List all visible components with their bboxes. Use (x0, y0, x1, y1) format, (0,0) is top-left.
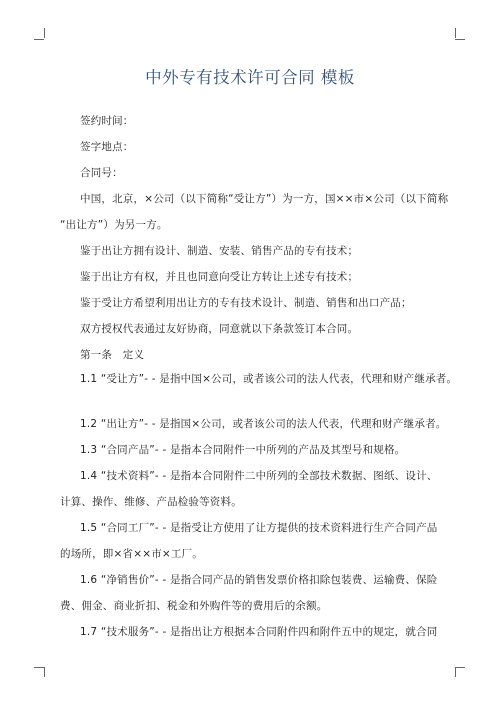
whereas-line-3: 鉴于受让方希望利用出让方的专有技术设计、制造、销售和出口产品； (80, 297, 412, 309)
article-one-heading: 第一条 定义 (80, 349, 145, 361)
whereas-line-1: 鉴于出让方拥有设计、制造、安装、销售产品的专有技术； (80, 245, 359, 257)
definition-1-5-line-1: 1.5 “合同工厂”- - 是指受让方使用了让方提供的技术资料进行生产合同产品 (80, 522, 438, 534)
definition-1-1: 1.1 “受让方”- - 是指中国×公司，或者该公司的法人代表，代理和财产继承者。 (80, 373, 458, 385)
definition-1-6-line-2: 费、佣金、商业折扣、税金和外购件等的费用后的余额。 (60, 600, 328, 612)
parties-paragraph-line-1: 中国，北京，×公司（以下简称“受让方”）为一方，国××市×公司（以下简称 (80, 193, 449, 205)
agreement-line: 双方授权代表通过友好协商，同意就以下条款签订本合同。 (80, 323, 359, 335)
definition-1-5-line-2: 的场所，即×省××市×工厂。 (60, 548, 203, 560)
sign-date-line: 签约时间： (80, 115, 134, 127)
definition-1-4-line-2: 计算、操作、维修、产品检验等资料。 (60, 496, 242, 508)
parties-paragraph-line-2: “出让方”）为另一方。 (60, 219, 168, 231)
definition-1-7-line-1: 1.7 “技术服务”- - 是指出让方根据本合同附件四和附件五中的规定，就合同 (80, 626, 438, 638)
sign-place-line: 签字地点： (80, 141, 134, 153)
definition-1-3: 1.3 “合同产品”- - 是指本合同附件一中所列的产品及其型号和规格。 (80, 444, 406, 456)
contract-number-line: 合同号： (80, 167, 123, 179)
whereas-line-2: 鉴于出让方有权，并且也同意向受让方转让上述专有技术； (80, 271, 359, 283)
crop-mark-top-right (455, 28, 467, 40)
crop-mark-bottom-right (455, 667, 467, 679)
crop-mark-top-left (33, 28, 45, 40)
document-title: 中外专有技术许可合同 模板 (145, 68, 355, 87)
definition-1-4-line-1: 1.4 “技术资料”- - 是指本合同附件二中所列的全部技术数据、图纸、设计、 (80, 470, 438, 482)
definition-1-6-line-1: 1.6 “净销售价”- - 是指合同产品的销售发票价格扣除包装费、运输费、保险 (80, 574, 438, 586)
crop-mark-bottom-left (33, 667, 45, 679)
definition-1-2: 1.2 “出让方”- - 是指国×公司，或者该公司的法人代表，代理和财产继承者。 (80, 418, 447, 430)
